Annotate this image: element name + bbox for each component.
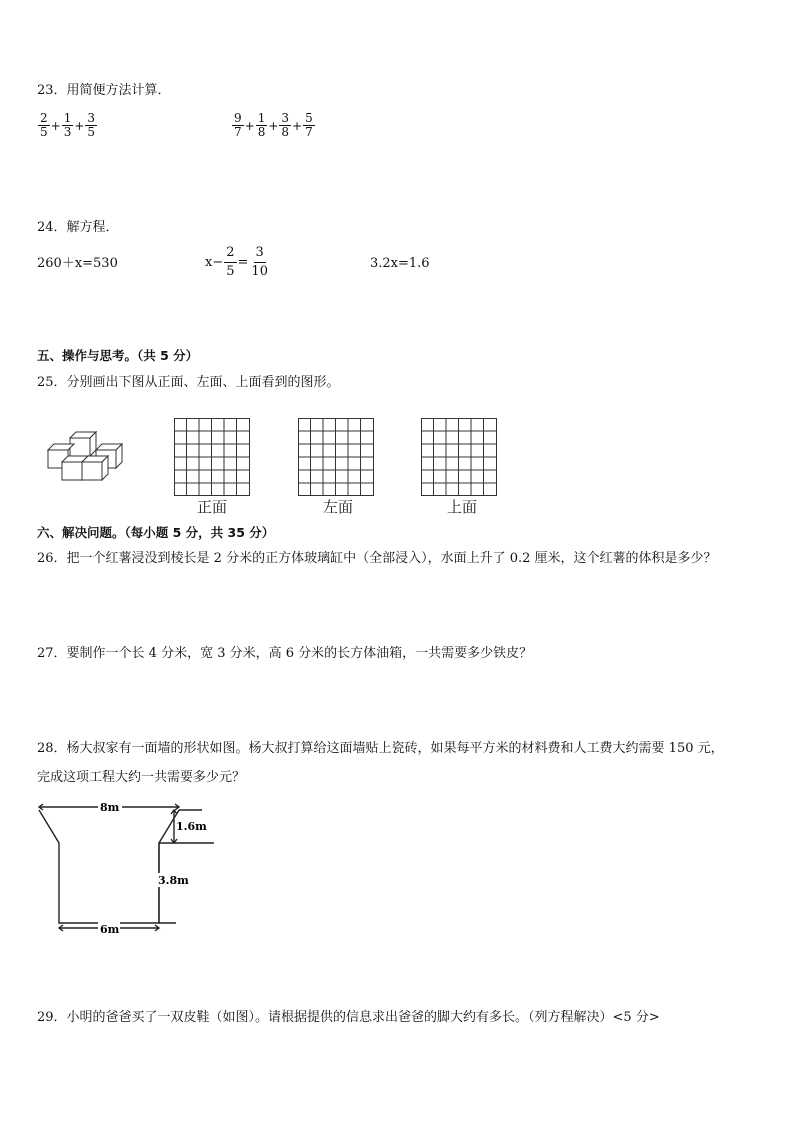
wall-shape-figure <box>34 795 214 935</box>
q24-equation-1: 260＋x=530 <box>37 256 118 271</box>
dim-lower-label: 3.8m <box>158 874 189 887</box>
q23-expression-1: $\frac{2}{5}$ + $\frac{1}{3}$ + $\frac{3}{5}$ <box>40 111 96 139</box>
section-5-heading: 五、操作与思考。（共 5 分） <box>37 348 199 363</box>
q23-title: 23．用简便方法计算． <box>37 83 171 98</box>
dim-upper-label: 1.6m <box>176 820 207 833</box>
dim-top-label: 8m <box>100 801 120 814</box>
dim-bottom-label: 6m <box>100 923 120 935</box>
front-view-label: 正面 <box>197 498 228 516</box>
top-view-grid[interactable] <box>421 418 497 496</box>
left-view-grid[interactable] <box>298 418 374 496</box>
q24-equation-2: x− $\frac{2}{5}$ = $\frac{3}{10}$ <box>205 245 268 279</box>
cube-stack-figure <box>44 428 124 490</box>
q25-title: 25．分别画出下图从正面、左面、上面看到的图形。 <box>37 375 340 390</box>
q28-line-2: 完成这项工程大约一共需要多少元？ <box>37 770 246 785</box>
q26-text: 26．把一个红薯浸没到棱长是 2 分米的正方体玻璃缸中（全部浸入），水面上升了 0.2 厘米，这个红薯的体积是多少？ <box>37 551 717 566</box>
left-view-label: 左面 <box>323 498 354 516</box>
q28-line-1: 28．杨大叔家有一面墙的形状如图。杨大叔打算给这面墙贴上瓷砖，如果每平方米的材料费和人工费大约需要 150 元， <box>37 741 724 756</box>
front-view-grid[interactable] <box>174 418 250 496</box>
top-view-label: 上面 <box>447 498 478 516</box>
q24-equation-3: 3.2x=1.6 <box>370 256 430 271</box>
q23-expression-2: $\frac{9}{7}$ + $\frac{1}{8}$ + $\frac{3}{8}$ + $\frac{5}{7}$ <box>234 111 313 139</box>
section-6-heading: 六、解决问题。（每小题 5 分，共 35 分） <box>37 525 275 540</box>
q24-title: 24．解方程． <box>37 220 119 235</box>
q29-text: 29．小明的爸爸买了一双皮鞋（如图）。请根据提供的信息求出爸爸的脚大约有多长。（列方程解决）<5 分> <box>37 1010 660 1025</box>
q27-text: 27．要制作一个长 4 分米，宽 3 分米，高 6 分米的长方体油箱，一共需要多少铁皮？ <box>37 646 533 661</box>
